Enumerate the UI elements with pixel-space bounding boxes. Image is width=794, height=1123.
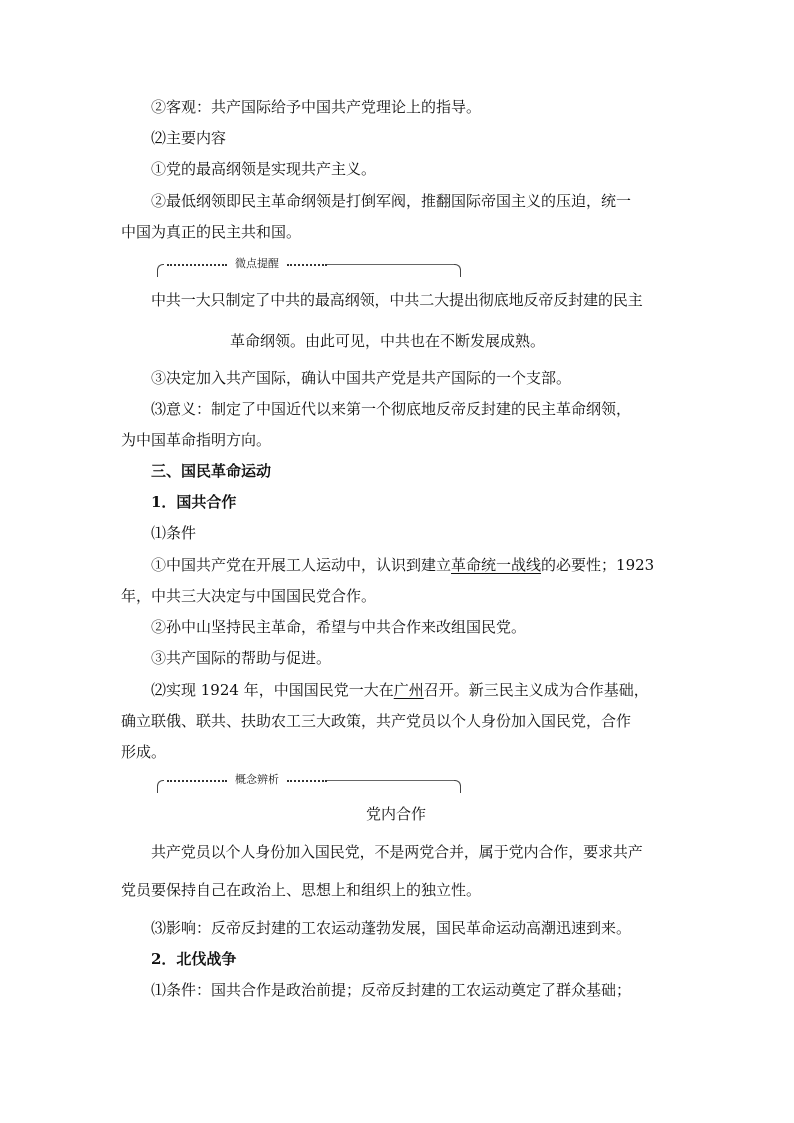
box-corner-right (454, 264, 461, 277)
concept-text-line: 党员要保持自己在政治上、思想上和组织上的独立性。 (121, 881, 482, 899)
dotted-rule (167, 264, 227, 267)
text-line: ③决定加入共产国际，确认中国共产党是共产国际的一个支部。 (151, 369, 572, 387)
box-corner-right (454, 780, 461, 793)
dotted-rule (287, 264, 327, 267)
text-line: ③共产国际的帮助与促进。 (151, 649, 332, 667)
text-line: ②孙中山坚持民主革命，希望与中共合作来改组国民党。 (151, 618, 527, 636)
box-rule (327, 780, 455, 781)
concept-title: 党内合作 (366, 805, 427, 823)
text-segment: 的必要性；1923 (541, 556, 655, 574)
text-line: 形成。 (121, 743, 167, 761)
tip-box-label: 微点提醒 (231, 257, 283, 270)
text-line: ②最低纲领即民主革命纲领是打倒军阀，推翻国际帝国主义的压迫，统一 (151, 192, 632, 210)
subheading: ⑵主要内容 (151, 129, 227, 147)
text-line: 年，中共三大决定与中国国民党合作。 (121, 587, 377, 605)
concept-text-line: 共产党员以个人身份加入国民党，不是两党合并，属于党内合作，要求共产 (151, 843, 643, 861)
subsection-heading: 1．国共合作 (151, 493, 237, 511)
tip-text-line: 中共一大只制定了中共的最高纲领，中共二大提出彻底地反帝反封建的民主 (151, 291, 643, 309)
text-line: 中国为真正的民主共和国。 (121, 223, 302, 241)
dotted-rule (287, 780, 327, 783)
text-line: 为中国革命指明方向。 (121, 431, 272, 449)
underlined-term: 广州 (393, 681, 424, 699)
tip-box-header (157, 257, 461, 278)
concept-box-header (157, 773, 461, 794)
text-line (151, 680, 649, 700)
subheading: ⑴条件 (151, 524, 197, 542)
text-line: ⑶影响：反帝反封建的工农运动蓬勃发展，国民革命运动高潮迅速到来。 (151, 919, 632, 937)
text-segment: 召开。新三民主义成为合作基础， (423, 681, 649, 699)
text-line: ⑶意义：制定了中国近代以来第一个彻底地反帝反封建的民主革命纲领， (151, 400, 632, 418)
box-corner-left (157, 780, 164, 793)
box-rule (327, 264, 455, 265)
text-line: ⑴条件：国共合作是政治前提；反帝反封建的工农运动奠定了群众基础； (151, 981, 632, 999)
text-line: ①党的最高纲领是实现共产主义。 (151, 160, 377, 178)
text-line: 确立联俄、联共、扶助农工三大政策，共产党员以个人身份加入国民党，合作 (121, 712, 632, 730)
concept-box-label: 概念辨析 (231, 773, 283, 786)
section-heading: 三、国民革命运动 (151, 462, 272, 480)
box-corner-left (157, 264, 164, 277)
subsection-heading: 2．北伐战争 (151, 950, 237, 968)
underlined-term: 革命统一战线 (451, 556, 542, 574)
tip-text-line: 革命纲领。由此可见，中共也在不断发展成熟。 (230, 332, 546, 350)
text-line (151, 555, 654, 575)
text-segment: ①中国共产党在开展工人运动中，认识到建立 (151, 556, 452, 574)
dotted-rule (167, 780, 227, 783)
text-segment: ⑵实现 1924 年，中国国民党一大在 (151, 681, 394, 699)
text-line: ②客观：共产国际给予中国共产党理论上的指导。 (151, 98, 482, 116)
